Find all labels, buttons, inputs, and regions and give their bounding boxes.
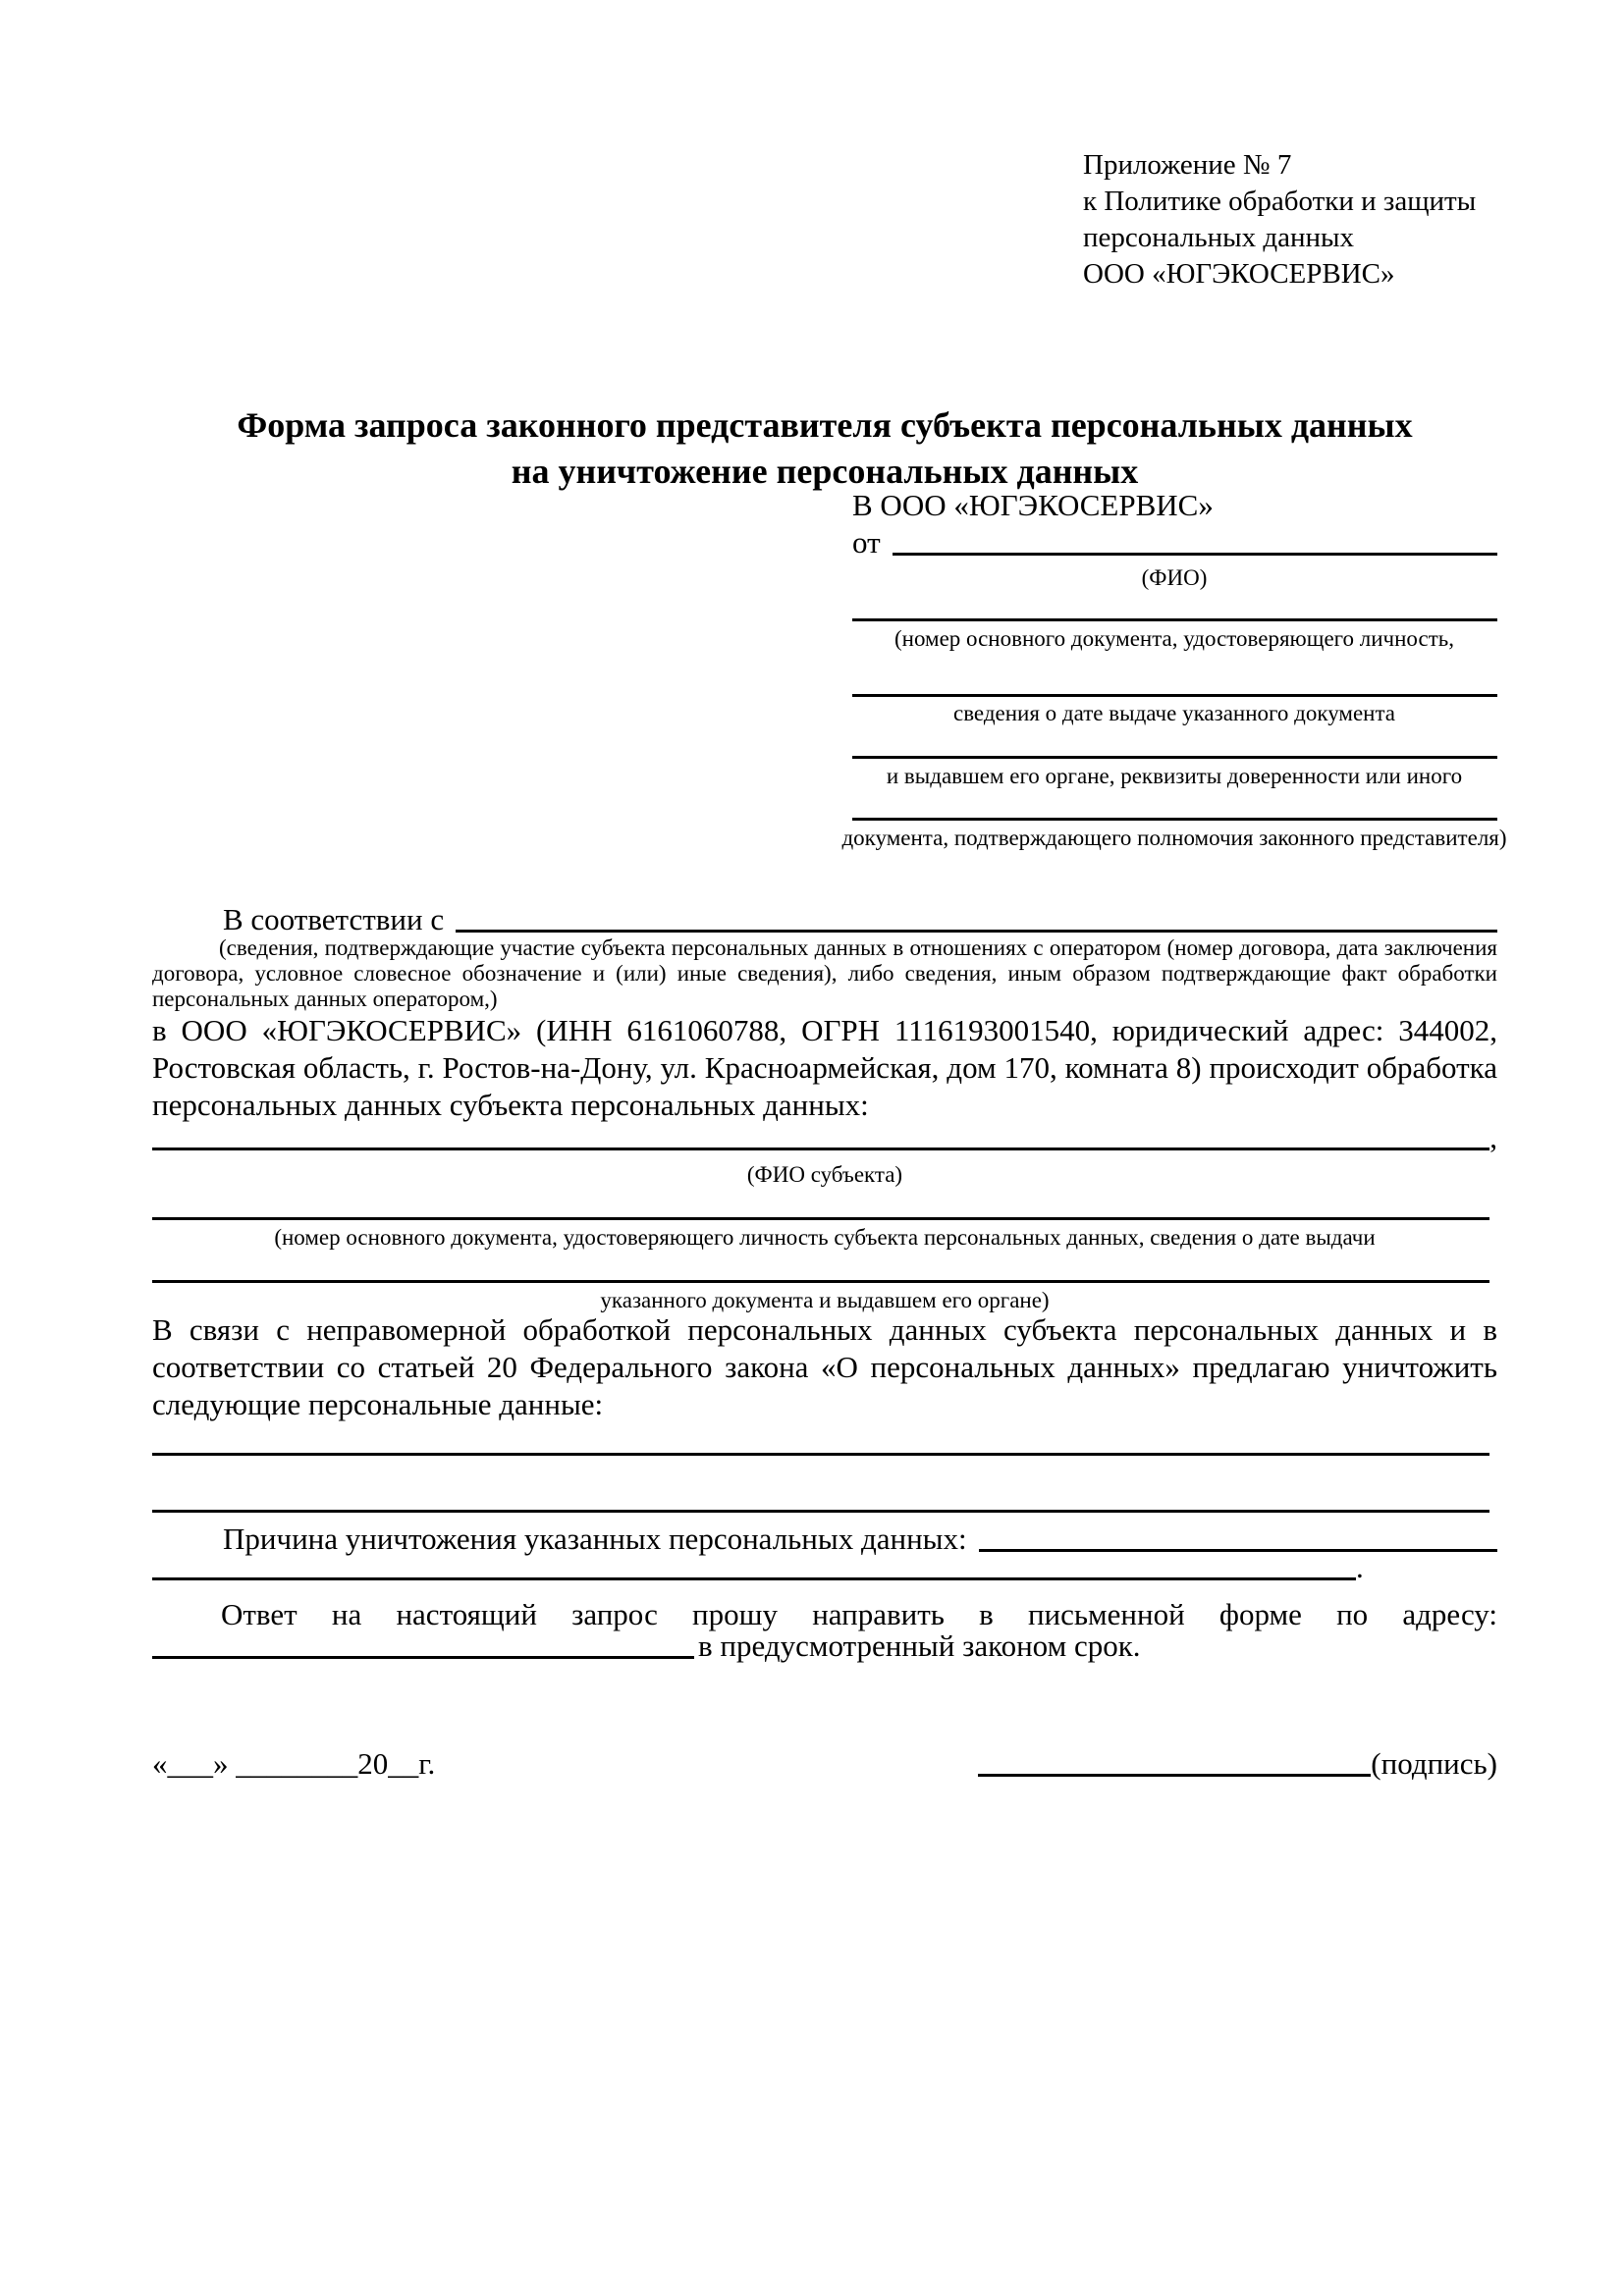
caption-issue-date: сведения о дате выдаче указанного документа [952,701,1396,725]
blank-line [852,818,1497,821]
page-title-line1: Форма запроса законного представителя субъекта персональных данных [237,405,1413,445]
date-blank: «___» ________20__г. [152,1746,436,1781]
caption-subject-fio: (ФИО субъекта) [746,1162,903,1187]
annex-note-line: к Политике обработки и защиты [1083,186,1477,217]
blank-line [152,1656,694,1659]
signature-group [978,1745,1497,1783]
blank-line [979,1549,1497,1552]
blank-line [456,930,1497,933]
reason-label: Причина уничтожения указанных персональных данных: [223,1522,967,1556]
annex-note-line: Приложение № 7 [1083,149,1292,181]
blank-line [152,1577,1356,1580]
blank-line [152,1148,1489,1150]
annex-note [1083,147,1476,293]
answer-paragraph: Ответ на настоящий запрос прошу направить в письменной форме по адресу: [221,1597,1497,1631]
blank-line [852,618,1497,621]
blank-line [152,1217,1489,1220]
signature-caption: (подпись) [1371,1746,1497,1781]
signature-line [978,1774,1371,1777]
blank-line [852,756,1497,759]
page-title [152,402,1497,495]
caption-subject-doc-issuer: указанного документа и выдавшем его органе) [600,1288,1050,1312]
blank-line [893,553,1497,556]
according-note: (сведения, подтверждающие участие субъекта персональных данных в отношениях с оператором (номер договора, дата заключения договора, условное словесное обозначение и (или) иные сведения), либо сведения, иным образом подтверждающие факт обработки персональных данных оператором,) [152,935,1497,1011]
subject-name-row [152,1120,1497,1156]
period-mark: . [1356,1550,1364,1584]
blank-line [852,694,1497,697]
caption-fio: (ФИО) [1141,565,1208,590]
blank-line [152,1510,1489,1513]
caption-subject-doc: (номер основного документа, удостоверяющего личность субъекта персональных данных, сведения о дате выдачи [274,1225,1376,1250]
blank-line [152,1453,1489,1456]
from-row [852,522,1497,561]
addressee-to: В ООО «ЮГЭКОСЕРВИС» [852,488,1214,522]
according-row [152,899,1497,938]
comma-mark: , [1489,1120,1497,1154]
request-paragraph: В связи с неправомерной обработкой персональных данных субъекта персональных данных и в соответствии со статьей 20 Федерального закона «О персональных данных» предлагаю уничтожить следующие персональные данные: [152,1312,1497,1421]
operator-paragraph: в ООО «ЮГЭКОСЕРВИС» (ИНН 6161060788, ОГРН 1116193001540, юридический адрес: 344002, Ростовская область, г. Ростов-на-Дону, ул. Красноармейская, дом 170, комната 8) происходит обработка персональных данных субъекта персональных данных: [152,1013,1497,1122]
page-title-line2: на уничтожение персональных данных [511,452,1139,491]
according-label: В соответствии с [223,902,445,936]
answer-tail-row [152,1631,1497,1665]
answer-tail: в предусмотренный законом срок. [698,1629,1141,1663]
reason-continuation-row [152,1550,1497,1586]
reason-row [152,1519,1497,1558]
blank-line [152,1280,1489,1283]
footer-row [152,1745,1497,1783]
caption-representative-authority: документа, подтверждающего полномочия законного представителя) [841,826,1507,850]
from-label: от [852,525,881,560]
annex-note-line: персональных данных [1083,222,1355,253]
caption-issuing-authority: и выдавшем его органе, реквизиты доверенности или иного [886,764,1463,788]
annex-note-line: ООО «ЮГЭКОСЕРВИС» [1083,258,1395,290]
caption-identity-doc: (номер основного документа, удостоверяющего личность, [893,626,1454,651]
